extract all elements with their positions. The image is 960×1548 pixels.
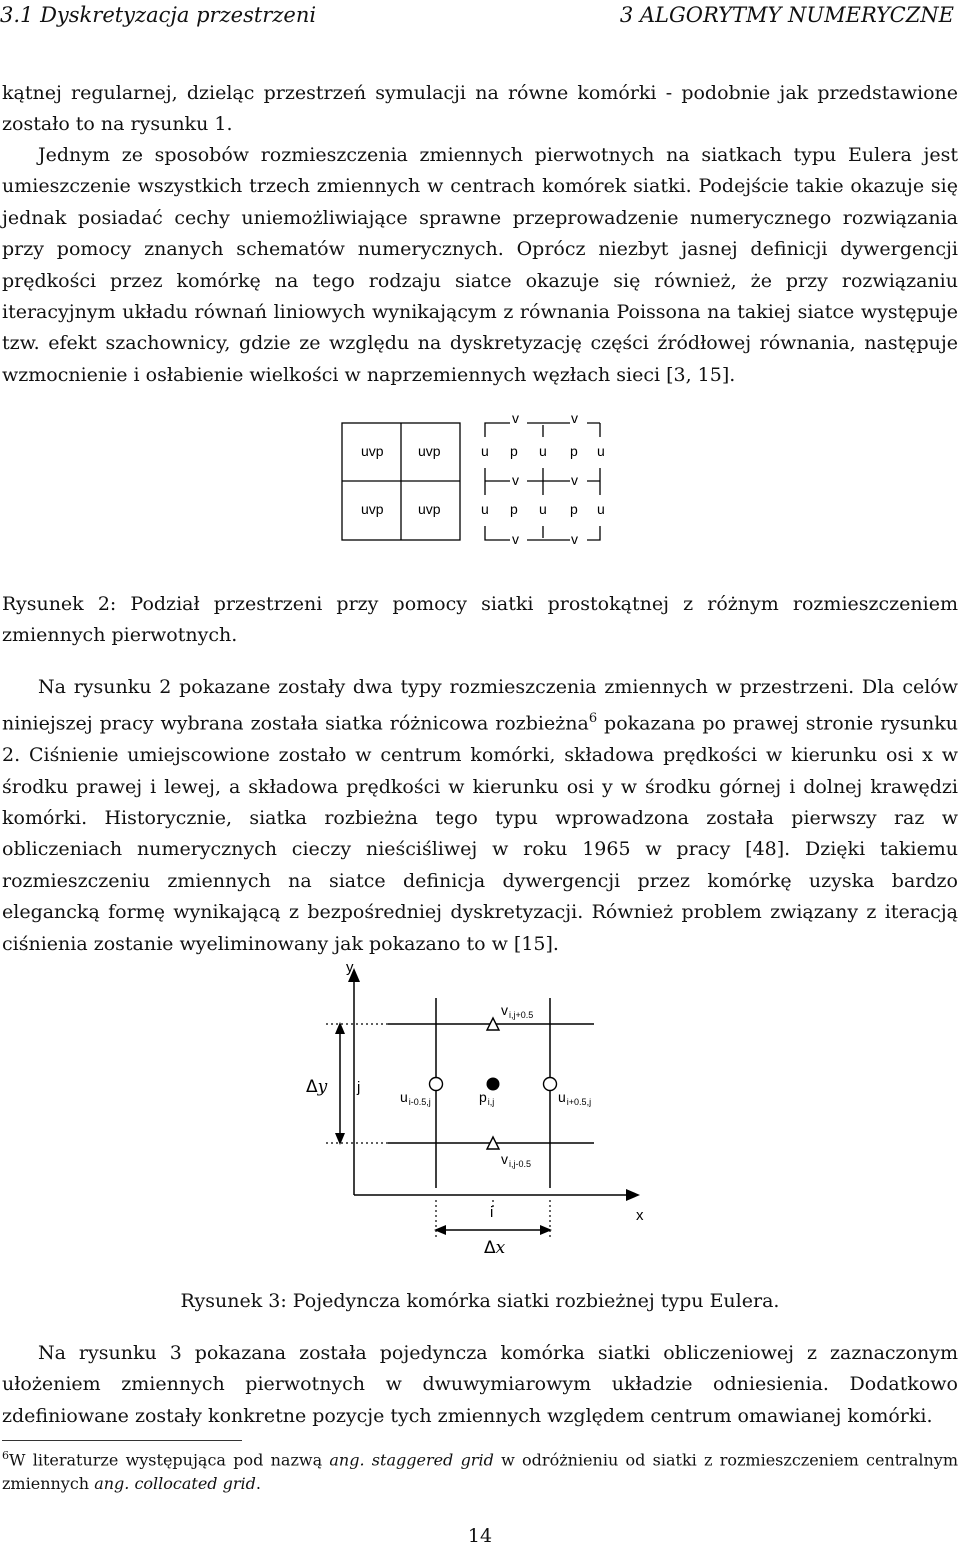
v-top-label xyxy=(501,1002,533,1020)
v-label: v xyxy=(512,531,519,547)
p-label: p xyxy=(510,501,518,517)
footnote-text: . xyxy=(255,1474,261,1494)
figure-2-caption: Rysunek 2: Podział przestrzeni przy pomocy siatki prostokątnej z różnym rozmieszczeniem zmiennych pierwotnych. xyxy=(2,593,958,646)
uvp-label: uvp xyxy=(361,443,384,459)
delta-variable: x xyxy=(495,1238,506,1258)
u-label: u xyxy=(481,443,489,459)
collocated-grid xyxy=(342,423,460,540)
footnote-mark: 6 xyxy=(2,1449,9,1462)
p-center-marker xyxy=(487,1078,500,1091)
footnote-text: W literaturze występująca pod nazwą xyxy=(9,1450,330,1470)
p-label: p xyxy=(510,443,518,459)
figure-3-cell xyxy=(290,950,690,1265)
p-center-label xyxy=(479,1089,494,1107)
u-right-label xyxy=(558,1089,591,1107)
v-bottom-label xyxy=(501,1151,531,1169)
paragraph-cell-description: Na rysunku 3 pokazana została pojedyncza komórka siatki obliczeniowej z zaznaczonym ułożeniem zmiennych pierwotnych w dwuwymiarowym układzie odniesienia. Dodatkowo zdefiniowane zostały konkretne pozycje tych zmiennych względem centrum omawianej komórki. xyxy=(2,1342,958,1427)
delta-symbol: Δ xyxy=(484,1238,496,1258)
u-label: u xyxy=(481,501,489,517)
running-header-section: 3.1 Dyskretyzacja przestrzeni xyxy=(0,3,317,27)
footnote xyxy=(2,1444,958,1496)
symbol: u xyxy=(400,1089,408,1105)
p-label: p xyxy=(570,501,578,517)
figure-3-caption: Rysunek 3: Pojedyncza komórka siatki rozbieżnej typu Eulera. xyxy=(180,1290,780,1312)
page-number: 14 xyxy=(467,1525,493,1547)
u-left-label xyxy=(400,1089,431,1107)
footnote-ang: ang. xyxy=(94,1474,130,1494)
u-label: u xyxy=(539,501,547,517)
paragraph-staggered-grid xyxy=(2,672,958,960)
u-label: u xyxy=(539,443,547,459)
staggered-grid xyxy=(485,423,600,540)
x-axis-label: x xyxy=(636,1207,644,1224)
footnote-term: collocated grid xyxy=(129,1474,256,1494)
j-label: j xyxy=(357,1079,361,1096)
footnote-ang: ang. xyxy=(329,1450,365,1470)
v-label: v xyxy=(512,472,519,488)
paragraph-text: pokazana po prawej stronie rysunku 2. Ciśnienie umiejscowione zostało w centrum komórki, składowa prędkości w kierunku osi x w środku prawej i lewej, a składowa prędkości w kierunku osi y w środku górnej i dolnej krawędzi komórki. Historycznie, siatka rozbieżna tego typu wprowadzona została pierwszy raz w obliczeniach numerycznych cieczy nieściśliwej w roku 1965 w pracy [48]. Dzięki takiemu rozmieszczeniu zmiennych na siatce definicja dywergencji przez komórkę uzyska bardzo elegancką formę wynikającą z bezpośredniej dyskretyzacji. Również problem związany z iteracją ciśnienia zostanie wyeliminowany jak pokazano to w [15]. xyxy=(2,712,958,955)
figure-2-grids xyxy=(330,405,630,555)
u-label: u xyxy=(597,501,605,517)
subscript: i,j-0.5 xyxy=(509,1159,532,1169)
running-header-chapter: 3 ALGORYTMY NUMERYCZNE xyxy=(619,3,954,27)
subscript: i,j xyxy=(487,1097,495,1107)
uvp-label: uvp xyxy=(418,501,441,517)
uvp-label: uvp xyxy=(361,501,384,517)
symbol: v xyxy=(501,1002,508,1018)
symbol: p xyxy=(479,1089,487,1105)
uvp-label: uvp xyxy=(418,443,441,459)
y-axis-label: y xyxy=(346,959,354,976)
paragraph-text: Na rysunku 2 pokazane zostały dwa typy rozmieszczenia zmiennych w przestrzeni. Dla celów niniejszej pracy wybrana została siatka różnicowa rozbieżna xyxy=(2,676,958,735)
symbol: u xyxy=(558,1089,566,1105)
footnote-reference: 6 xyxy=(588,711,598,727)
delta-y-label xyxy=(306,1077,328,1097)
subscript: i-0.5,j xyxy=(408,1097,431,1107)
u-label: u xyxy=(597,443,605,459)
v-label: v xyxy=(571,472,578,488)
v-label: v xyxy=(512,410,519,426)
u-left-marker xyxy=(430,1078,443,1091)
p-label: p xyxy=(570,443,578,459)
v-label: v xyxy=(571,410,578,426)
u-right-marker xyxy=(544,1078,557,1091)
i-label: i xyxy=(490,1204,494,1221)
subscript: i,j+0.5 xyxy=(509,1010,534,1020)
subscript: i+0.5,j xyxy=(566,1097,592,1107)
delta-variable: y xyxy=(317,1077,328,1097)
symbol: v xyxy=(501,1151,508,1167)
footnote-text: w odróżnieniu od siatki z rozmieszczeniem centralnym zmiennych xyxy=(2,1450,958,1494)
footnote-term: staggered grid xyxy=(364,1450,494,1470)
footnote-rule xyxy=(2,1440,242,1441)
paragraph-grid-placement: Jednym ze sposobów rozmieszczenia zmiennych pierwotnych na siatkach typu Eulera jest umieszczenie wszystkich trzech zmiennych w centrach komórek siatki. Podejście takie okazuje się jednak posiadać cechy uniemożliwiające sprawne przeprowadzenie numerycznego rozwiązania przy pomocy znanych schematów numerycznych. Oprócz niezbyt jasnej definicji dywergencji prędkości przez komórkę na tego rodzaju siatce okazuje się również, że przy rozwiązaniu iteracyjnym układu równań liniowych wynikającym z równania Poissona na takiej siatce występuje tzw. efekt szachownicy, gdzie ze względu na dyskretyzację części źródłowej równania, następuje wzmocnienie i osłabienie wielkości w naprzemiennych węzłach sieci [3, 15]. xyxy=(2,144,958,386)
paragraph-continuation: kątnej regularnej, dzieląc przestrzeń symulacji na równe komórki - podobnie jak przedstawione zostało to na rysunku 1. xyxy=(2,82,958,136)
v-label: v xyxy=(571,531,578,547)
x-axis-arrowhead xyxy=(626,1189,640,1201)
delta-x-label xyxy=(484,1238,506,1258)
delta-symbol: Δ xyxy=(306,1077,318,1097)
